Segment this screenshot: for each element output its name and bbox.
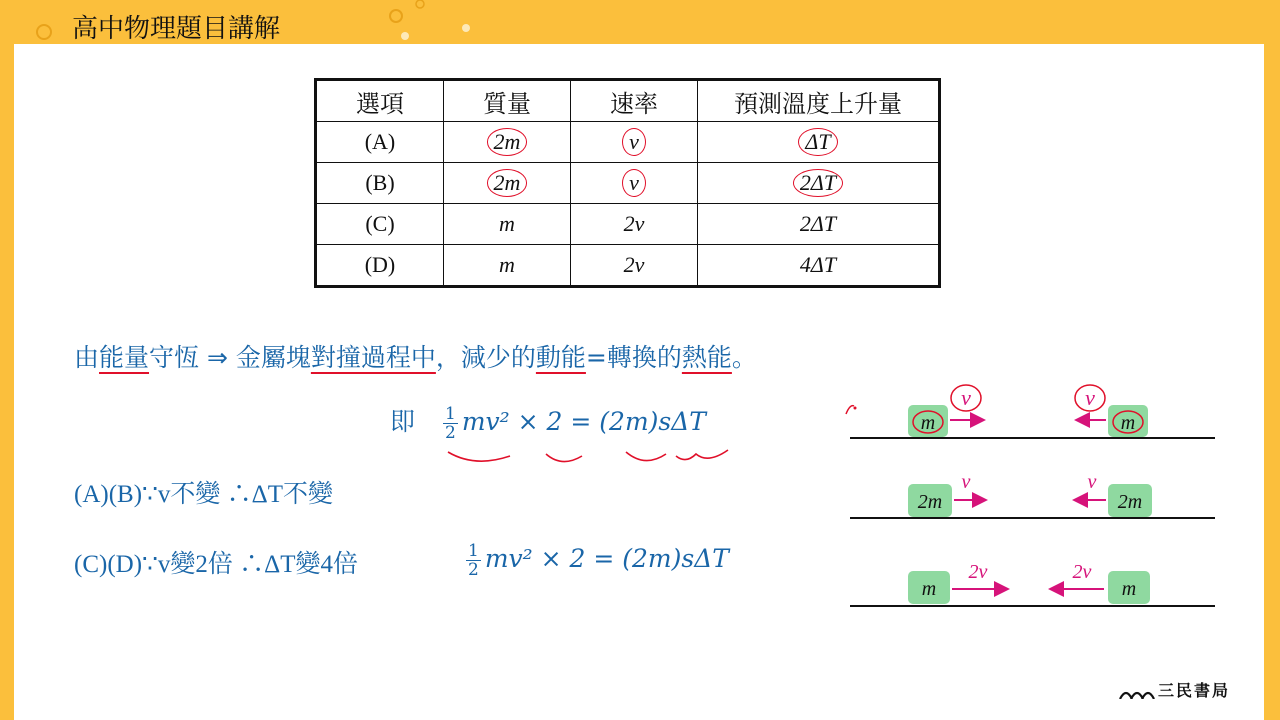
text-segment: ，減少的	[435, 343, 536, 372]
option-cell: (A)	[316, 122, 444, 163]
block-label: m	[920, 412, 936, 434]
circled-mass: 2m	[487, 169, 528, 197]
block-label: 2m	[917, 491, 943, 513]
formula-prefix: 即	[390, 407, 416, 436]
formula-1	[390, 402, 706, 442]
underlined-kinetic-energy: 動能	[535, 343, 586, 372]
table-row	[316, 163, 940, 204]
block-label: m	[1120, 412, 1136, 434]
temp-cell	[698, 163, 940, 204]
table-row	[316, 204, 940, 245]
underlined-heat-energy: 熱能	[681, 343, 732, 372]
underlined-energy: 能量	[99, 343, 150, 372]
speed-cell: 2v	[571, 245, 698, 287]
energy-conservation-line	[74, 338, 757, 374]
mass-cell: m	[444, 204, 571, 245]
fraction-numerator: 1	[445, 404, 456, 424]
text-segment: 守恆 ⇒ 金屬塊	[149, 343, 311, 372]
circled-temp: 2ΔT	[793, 169, 843, 197]
formula-body: mv² × 2 = (2m)sΔT	[484, 544, 729, 573]
speed-cell	[571, 122, 698, 163]
speed-label: 2v	[1072, 561, 1092, 583]
rainbow-logo-icon	[1118, 685, 1158, 699]
conclusion-cd: (C)(D)∵v變2倍 ∴ΔT變4倍	[74, 551, 359, 578]
underlined-collision: 對撞過程中	[310, 343, 436, 372]
table-row	[316, 122, 940, 163]
column-header: 預測溫度上升量	[698, 80, 940, 122]
circled-speed: v	[622, 169, 646, 197]
fraction	[466, 542, 481, 579]
circled-temp: ΔT	[798, 128, 837, 156]
block-label: 2m	[1117, 491, 1143, 513]
temp-cell: 2ΔT	[698, 204, 940, 245]
speed-label: 2v	[968, 561, 988, 583]
annotation-dot	[854, 407, 857, 410]
logo-text: 三民書局	[1158, 681, 1231, 700]
table-header-row	[316, 80, 940, 122]
page-title: 高中物理題目講解	[72, 14, 281, 44]
circled-mass: 2m	[487, 128, 528, 156]
temp-cell	[698, 122, 940, 163]
text-segment: 由	[74, 343, 100, 372]
circled-speed: v	[622, 128, 646, 156]
mass-cell: m	[444, 245, 571, 287]
speed-cell	[571, 163, 698, 204]
mass-cell	[444, 163, 571, 204]
temp-cell: 4ΔT	[698, 245, 940, 287]
conclusion-ab: (A)(B)∵v不變 ∴ΔT不變	[74, 481, 334, 508]
annotation-mark	[846, 406, 854, 414]
speed-cell: 2v	[571, 204, 698, 245]
speed-label: v	[961, 385, 971, 410]
collision-diagram	[840, 378, 1220, 618]
column-header: 選項	[316, 80, 444, 122]
formula-body: mv² × 2 = (2m)sΔT	[461, 407, 706, 436]
text-segment: =轉換的	[585, 343, 682, 372]
publisher-logo	[1118, 678, 1230, 701]
formula-2	[466, 542, 729, 579]
option-cell: (B)	[316, 163, 444, 204]
fraction-denominator: 2	[468, 560, 479, 580]
fraction	[443, 405, 458, 442]
fraction-numerator: 1	[468, 541, 479, 561]
fraction-denominator: 2	[445, 423, 456, 443]
formula-annotation-marks	[440, 446, 740, 470]
option-cell: (C)	[316, 204, 444, 245]
mass-cell	[444, 122, 571, 163]
block-label: m	[1121, 578, 1137, 600]
text-segment: 。	[731, 343, 757, 372]
column-header: 質量	[444, 80, 571, 122]
table-row	[316, 245, 940, 287]
column-header: 速率	[571, 80, 698, 122]
options-table	[314, 78, 941, 288]
speed-label: v	[1087, 471, 1097, 493]
speed-label: v	[961, 471, 971, 493]
block-label: m	[921, 578, 937, 600]
option-cell: (D)	[316, 245, 444, 287]
speed-label: v	[1085, 385, 1095, 410]
